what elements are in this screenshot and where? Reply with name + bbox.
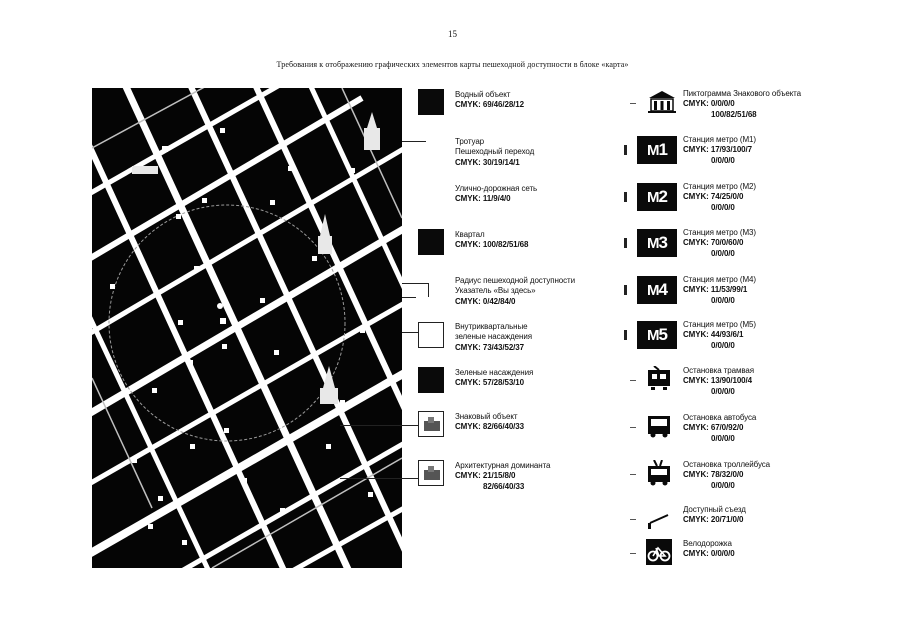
- legend-right-item-4-text: [683, 228, 756, 259]
- legend-left-item-3-cmyk: CMYK: 11/9/4/0: [455, 194, 511, 204]
- metro-m1-icon-letter: M: [647, 142, 659, 159]
- metro-m5-icon-letter: M: [647, 327, 659, 344]
- legend-right-item-11-label: Велодорожка: [683, 539, 732, 548]
- legend-left-item-6-cmyk: CMYK: 73/43/52/37: [455, 342, 525, 352]
- landmark-pictogram-icon: [645, 89, 679, 115]
- legend-right-item-2-text: [683, 135, 756, 166]
- legend-right-item-5-cmyk: CMYK: 11/53/99/1: [683, 285, 748, 295]
- legend-left-item-9-text: [455, 461, 550, 492]
- leader-line: [340, 478, 418, 479]
- legend-right-item-11-cmyk: CMYK: 0/0/0/0: [683, 549, 735, 559]
- legend-right-item-4-line-mark: [624, 238, 627, 248]
- page-title: Требования к отображению графических элементов карты пешеходной доступности в блоке «карта»: [276, 60, 629, 69]
- tram-stop-icon: [646, 366, 672, 392]
- legend-left-item-2-cmyk: CMYK: 30/19/14/1: [455, 157, 520, 167]
- legend-left-item-9-swatch: [418, 460, 444, 486]
- legend-left-item-6-label: Внутриквартальные: [455, 322, 528, 331]
- legend-left-item-7-label: Зеленые насаждения: [455, 368, 534, 377]
- leader-line: [402, 297, 416, 298]
- metro-m4-icon-letter: M: [647, 282, 659, 299]
- legend-right-item-1-text: [683, 89, 801, 120]
- legend-right-item-9-label: Остановка троллейбуса: [683, 460, 771, 469]
- legend-left-item-5-cmyk: CMYK: 0/42/84/0: [455, 296, 516, 306]
- legend-left-item-3-label: Улично-дорожная сеть: [455, 184, 538, 193]
- legend-left-item-6-label: зеленые насаждения: [455, 332, 532, 342]
- leader-line: [340, 425, 418, 426]
- legend-left-item-6-swatch: [418, 322, 444, 348]
- legend-left-item-7-swatch: [418, 367, 444, 393]
- legend-left-item-4-text: [455, 230, 528, 251]
- metro-m1-icon-number: 1: [658, 140, 667, 159]
- legend-left-item-9-label: Архитектурная доминанта: [455, 461, 551, 470]
- metro-m5-icon: [637, 321, 677, 349]
- leader-line: [402, 283, 428, 284]
- legend-left-item-4-cmyk: CMYK: 100/82/51/68: [455, 240, 529, 250]
- legend-left-item-3-text: [455, 184, 537, 205]
- legend-left-item-5-text: [455, 276, 575, 307]
- legend-right-item-10-label: Доступный съезд: [683, 505, 746, 514]
- leader-line-vertical: [428, 283, 429, 297]
- legend-right-item-10-tick: [630, 519, 636, 520]
- metro-m3-icon-letter: M: [647, 235, 659, 252]
- legend-right-item-8-cmyk: 0/0/0/0: [711, 433, 735, 443]
- legend-right-item-6-line-mark: [624, 330, 627, 340]
- legend-right-item-4-label: Станция метро (М3): [683, 228, 756, 237]
- legend-left-item-8-text: [455, 412, 524, 433]
- legend-right-item-6-cmyk: CMYK: 44/93/6/1: [683, 330, 744, 340]
- walking-access-map: [92, 88, 402, 568]
- metro-m4-icon: [637, 276, 677, 304]
- legend-right-item-5-label: Станция метро (М4): [683, 275, 756, 284]
- legend-left-item-5-label: Указатель «Вы здесь»: [455, 286, 536, 296]
- legend-right-item-4-cmyk: 0/0/0/0: [711, 248, 735, 258]
- accessible-ramp-icon: [646, 505, 672, 531]
- legend-left-item-2-text: [455, 137, 534, 168]
- legend-right-item-11-tick: [630, 553, 636, 554]
- legend-right-item-3-line-mark: [624, 192, 627, 202]
- leader-line: [402, 141, 426, 142]
- legend-right-item-6-cmyk: 0/0/0/0: [711, 340, 735, 350]
- legend-right-item-1-label: Пиктограмма Знакового объекта: [683, 89, 802, 98]
- legend-right-item-5-cmyk: 0/0/0/0: [711, 295, 735, 305]
- legend-right-item-10-cmyk: CMYK: 20/71/0/0: [683, 515, 744, 525]
- legend-right-item-2-label: Станция метро (М1): [683, 135, 756, 144]
- legend-right-item-5-line-mark: [624, 285, 627, 295]
- legend-right-item-7-label: Остановка трамвая: [683, 366, 755, 375]
- legend-right-item-2-cmyk: 0/0/0/0: [711, 155, 735, 165]
- trolleybus-stop-icon: [646, 460, 672, 486]
- legend-right-item-1-tick: [630, 103, 636, 104]
- here-pointer: [217, 303, 223, 309]
- legend-right-item-3-cmyk: 0/0/0/0: [711, 202, 735, 212]
- legend-right-item-10-text: [683, 505, 746, 526]
- metro-m5-icon-number: 5: [658, 325, 667, 344]
- map-drawing: [92, 88, 402, 568]
- legend-right-item-2-cmyk: CMYK: 17/93/100/7: [683, 145, 753, 155]
- legend-left-item-8-label: Знаковый объект: [455, 412, 518, 421]
- legend-left-item-5-label: Радиус пешеходной доступности: [455, 276, 575, 285]
- legend-left-item-7-cmyk: CMYK: 57/28/53/10: [455, 378, 525, 388]
- legend-right-item-9-text: [683, 460, 770, 491]
- legend-right-item-9-cmyk: CMYK: 78/32/0/0: [683, 470, 744, 480]
- legend-right-item-7-cmyk: CMYK: 13/90/100/4: [683, 376, 753, 386]
- legend-left-item-1-cmyk: CMYK: 69/46/28/12: [455, 100, 525, 110]
- legend-left-item-6-text: [455, 322, 532, 353]
- legend-right-item-9-cmyk: 0/0/0/0: [711, 480, 735, 490]
- legend-left-item-8-swatch: [418, 411, 444, 437]
- legend-right-item-5-text: [683, 275, 756, 306]
- legend-right-item-1-cmyk: 100/82/51/68: [711, 109, 757, 119]
- legend-left-item-4-label: Квартал: [455, 230, 485, 239]
- legend-right-item-8-label: Остановка автобуса: [683, 413, 757, 422]
- legend-right-item-3-label: Станция метро (М2): [683, 182, 756, 191]
- legend-right-item-3-text: [683, 182, 756, 213]
- metro-m2-icon-letter: M: [647, 189, 659, 206]
- legend-left-item-2-label: Тротуар: [455, 137, 485, 146]
- legend-right-item-4-cmyk: CMYK: 70/0/60/0: [683, 238, 744, 248]
- legend-left-item-9-cmyk: CMYK: 21/15/8/0: [455, 471, 516, 481]
- legend-right-item-2-line-mark: [624, 145, 627, 155]
- legend-right-item-7-text: [683, 366, 754, 397]
- legend-left-item-8-cmyk: CMYK: 82/66/40/33: [455, 422, 525, 432]
- metro-m4-icon-number: 4: [658, 280, 667, 299]
- legend-right-item-6-text: [683, 320, 756, 351]
- legend-right-item-7-tick: [630, 380, 636, 381]
- legend-right-item-1-cmyk: CMYK: 0/0/0/0: [683, 99, 735, 109]
- legend-right-item-7-cmyk: 0/0/0/0: [711, 386, 735, 396]
- bus-stop-icon: [646, 413, 672, 439]
- metro-m2-icon-number: 2: [658, 187, 667, 206]
- legend-left-item-1-text: [455, 90, 524, 111]
- metro-m1-icon: [637, 136, 677, 164]
- bike-lane-icon: [646, 539, 672, 565]
- leader-line: [402, 332, 418, 333]
- legend-right-item-11-text: [683, 539, 735, 560]
- legend-right-item-8-text: [683, 413, 756, 444]
- legend-right-item-9-tick: [630, 474, 636, 475]
- metro-m2-icon: [637, 183, 677, 211]
- legend-left-item-9-cmyk: 82/66/40/33: [483, 481, 525, 491]
- metro-m3-icon-number: 3: [658, 233, 667, 252]
- legend-left-item-4-swatch: [418, 229, 444, 255]
- legend-left-item-1-swatch: [418, 89, 444, 115]
- legend-right-item-8-cmyk: CMYK: 67/0/92/0: [683, 423, 744, 433]
- legend-left-item-7-text: [455, 368, 533, 389]
- legend-right-item-3-cmyk: CMYK: 74/25/0/0: [683, 192, 744, 202]
- legend-right-item-8-tick: [630, 427, 636, 428]
- legend-left-item-2-label: Пешеходный переход: [455, 147, 535, 157]
- page-number: 15: [448, 29, 457, 39]
- legend-left-item-1-label: Водный объект: [455, 90, 511, 99]
- street-grid: [92, 88, 402, 568]
- legend-right-item-6-label: Станция метро (М5): [683, 320, 756, 329]
- metro-m3-icon: [637, 229, 677, 257]
